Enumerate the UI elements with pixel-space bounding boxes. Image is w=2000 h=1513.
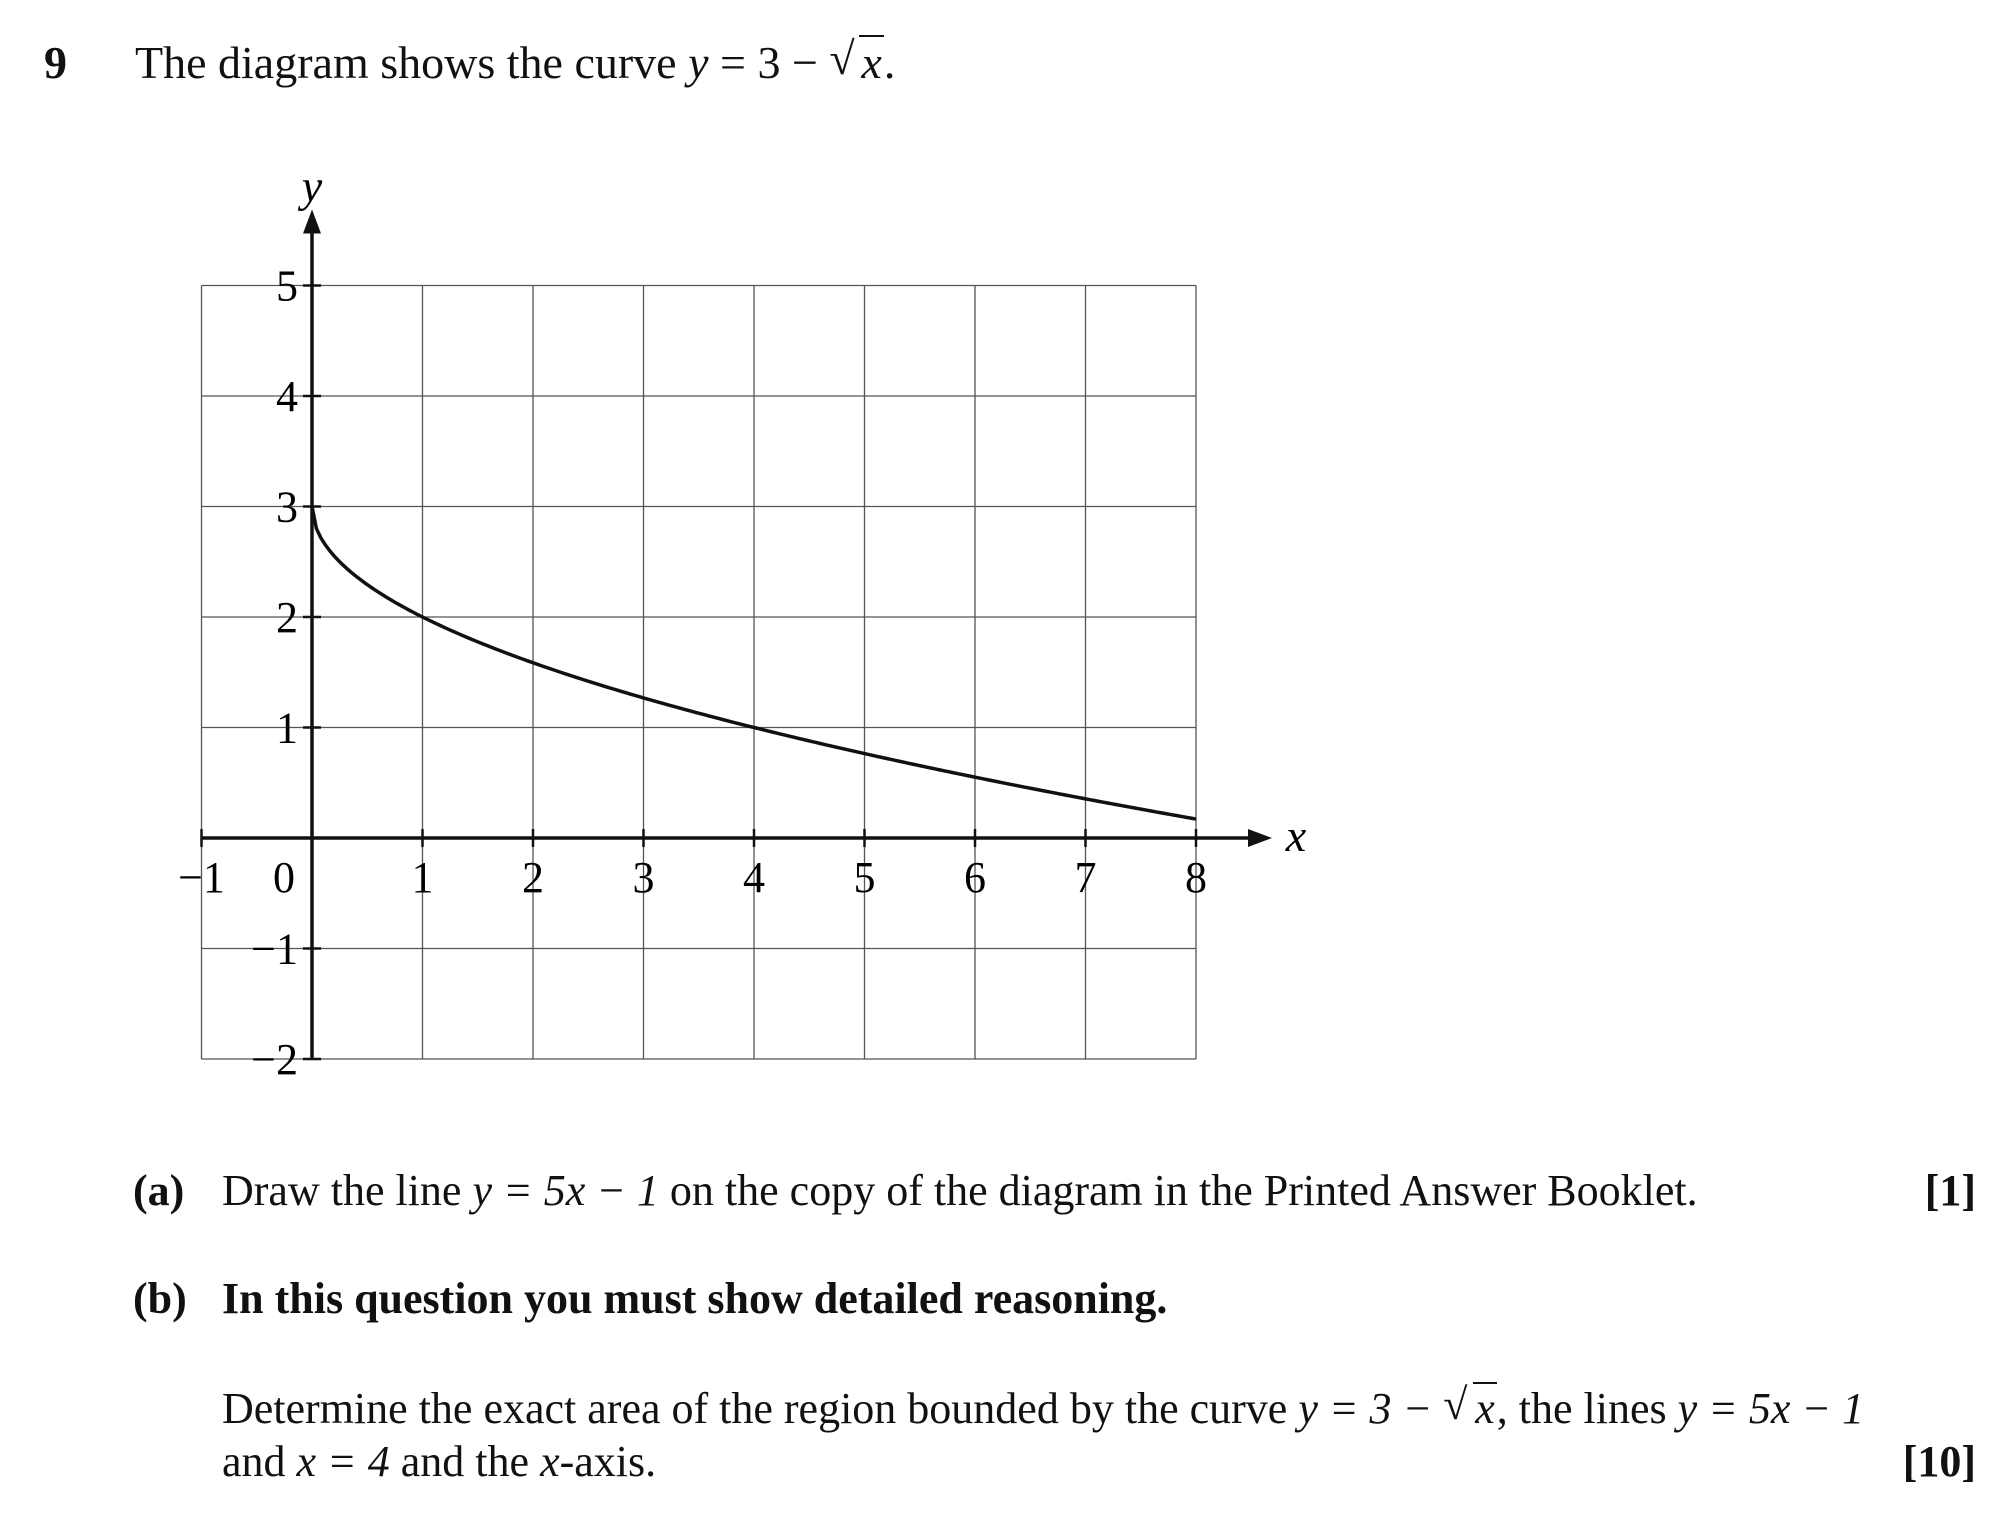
part-b-marks: [10] [1902, 1437, 1976, 1486]
part-a-equation: y = 5x − 1 [472, 1166, 659, 1215]
x-axis-arrow [1248, 829, 1272, 847]
part-a-text: Draw the line y = 5x − 1 on the copy of the diagram in the Printed Answer Booklet. [222, 1166, 1698, 1215]
part-a-label: (a) [133, 1166, 185, 1215]
y-tick-label: −1 [251, 924, 298, 974]
x-tick-label: 0 [273, 853, 295, 902]
sqrt-symbol: √ x [829, 33, 882, 88]
stem-eq: = 3 − [708, 37, 830, 88]
stem-y: y [688, 37, 709, 88]
x-tick-label: 3 [632, 853, 655, 902]
y-axis-arrow [303, 210, 321, 234]
stem-suffix: . [883, 37, 896, 88]
x-tick-label: 1 [411, 853, 434, 902]
part-b-label: (b) [133, 1274, 187, 1323]
y-tick-label: 1 [276, 703, 298, 753]
x-tick-label: 2 [522, 853, 544, 902]
x-tick-label: 7 [1074, 853, 1097, 902]
question-number: 9 [44, 37, 67, 88]
x-tick-label: 5 [853, 853, 876, 902]
y-tick-label: 4 [276, 372, 298, 421]
y-tick-label: −2 [251, 1035, 298, 1084]
stem-prefix: The diagram shows the curve [135, 37, 677, 88]
part-b-line1: Determine the exact area of the region bounded by the curve y = 3 − √ x, the lines y = 5x − 1 [222, 1380, 1865, 1433]
x-tick-label: 6 [964, 853, 986, 902]
part-b-instruction: In this question you must show detailed reasoning. [222, 1274, 1168, 1323]
y-tick-label: 2 [276, 593, 298, 642]
sqrt-symbol: √ x [1443, 1380, 1495, 1433]
y-tick-label: 3 [276, 482, 298, 532]
y-tick-label: 5 [276, 261, 298, 311]
part-a-marks: [1] [1924, 1166, 1976, 1215]
x-tick-label: 8 [1185, 853, 1207, 902]
x-tick-label: 4 [743, 853, 765, 902]
y-axis-label: y [301, 160, 323, 212]
x-axis-label: x [1285, 810, 1307, 861]
part-b-line2: and x = 4 and the x-axis. [222, 1437, 657, 1486]
x-tick-label: −1 [178, 853, 225, 902]
